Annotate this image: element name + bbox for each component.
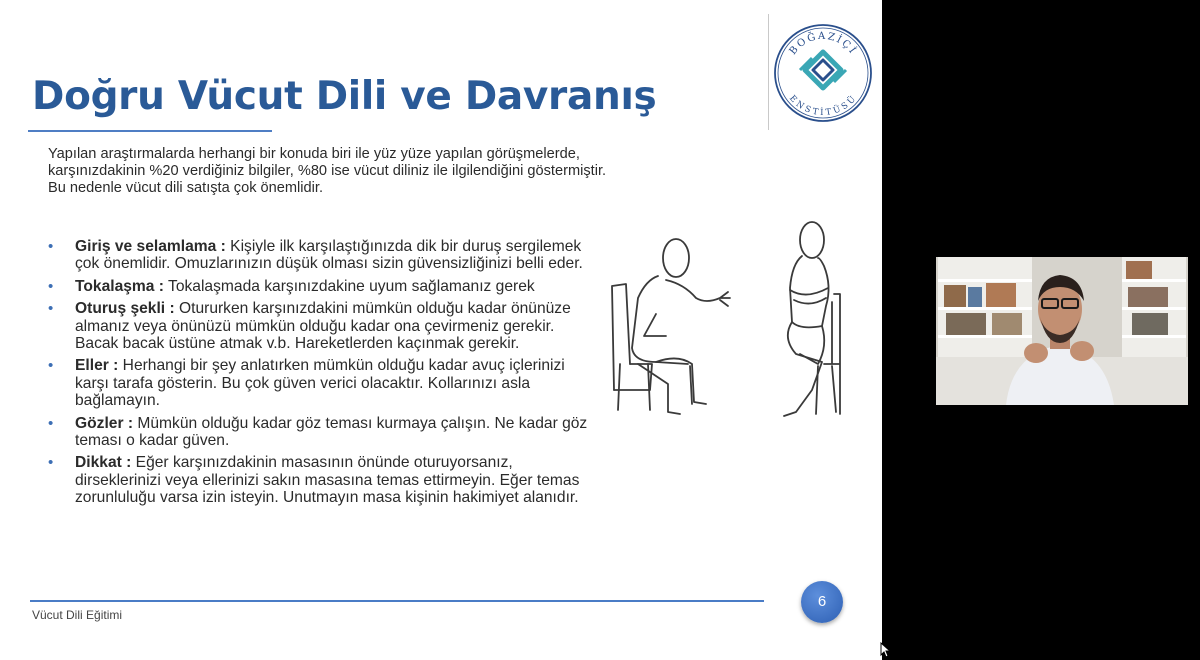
list-item bbox=[48, 278, 596, 295]
title-underline bbox=[28, 130, 272, 132]
bullet-term: Tokalaşma : bbox=[75, 277, 164, 295]
bullet-text: Tokalaşmada karşınızdakine uyum sağlamanız gerek bbox=[163, 277, 535, 295]
bullet-icon: • bbox=[48, 414, 54, 432]
guideline-list bbox=[48, 238, 596, 512]
intro-paragraph: Yapılan araştırmalarda herhangi bir konuda biri ile yüz yüze yapılan görüşmelerde, karşınızdakinin %20 verdiğiniz bilgiler, %80 ise vücut diliniz ile ilgilendiğini göstermiştir. Bu nedenle vücut dili satışta çok önemlidir. bbox=[48, 146, 607, 196]
page-number-badge: 6 bbox=[801, 581, 843, 623]
logo-divider bbox=[768, 14, 769, 130]
bullet-text: Kişiyle ilk karşılaştığınızda dik bir duruş sergilemek çok önemlidir. Omuzlarınızın düşük olması sizin güvensizliğinizi belli eder. bbox=[75, 238, 583, 273]
logo-knot-icon bbox=[800, 52, 846, 88]
presenter-webcam-video[interactable] bbox=[936, 257, 1188, 405]
bogazici-logo bbox=[772, 22, 874, 124]
list-item bbox=[48, 238, 596, 273]
logo-bottom-text: ENSTİTÜSÜ bbox=[787, 93, 859, 118]
footer-line bbox=[30, 600, 764, 602]
bullet-term: Giriş ve selamlama : bbox=[75, 238, 226, 255]
bullet-text: Mümkün olduğu kadar göz teması kurmaya çalışın. Ne kadar göz teması o kadar güven. bbox=[75, 414, 588, 450]
bullet-icon: • bbox=[48, 300, 54, 318]
mouse-cursor-icon bbox=[880, 642, 892, 658]
list-item bbox=[48, 357, 596, 409]
list-item bbox=[48, 415, 596, 450]
list-item bbox=[48, 454, 596, 506]
bullet-icon: • bbox=[48, 357, 54, 375]
bullet-text: Otururken karşınızdakini mümkün olduğu kadar önünüze almanız veya önünüzü mümkün olduğu kadar ona çevirmeniz gerekir. Bacak bacak üstüne atmak v.b. Hareketlerden kaçınmak gerekir. bbox=[75, 300, 571, 353]
bullet-icon: • bbox=[48, 454, 54, 472]
bullet-term: Eller : bbox=[75, 357, 119, 375]
bullet-term: Oturuş şekli : bbox=[75, 300, 175, 318]
slide-title: Doğru Vücut Dili ve Davranış bbox=[32, 74, 657, 119]
body-language-illustration bbox=[596, 214, 860, 424]
bullet-icon: • bbox=[48, 277, 54, 295]
bullet-text: Eğer karşınızdakinin masasının önünde oturuyorsanız, dirseklerinizi veya ellerinizi sakın masasına temas ettirmeyin. Eğer temas zorunluluğu varsa izin isteyin. Unutmayın masa kişinin hakimiyet alanıdır. bbox=[75, 454, 580, 507]
bullet-icon: • bbox=[48, 238, 54, 255]
footer-title: Vücut Dili Eğitimi bbox=[32, 608, 123, 622]
logo-top-text: BOĞAZİÇİ bbox=[787, 30, 859, 58]
closed-posture-figure bbox=[784, 222, 840, 416]
bullet-text: Herhangi bir şey anlatırken mümkün olduğu kadar avuç içlerinizi karşı tarafa gösterin. Bu çok güven verici olacaktır. Kollarınızı asla bağlamayın. bbox=[75, 357, 565, 410]
list-item bbox=[48, 300, 596, 352]
bullet-term: Dikkat : bbox=[75, 454, 132, 472]
open-posture-figure bbox=[612, 239, 730, 414]
bullet-term: Gözler : bbox=[75, 414, 134, 432]
